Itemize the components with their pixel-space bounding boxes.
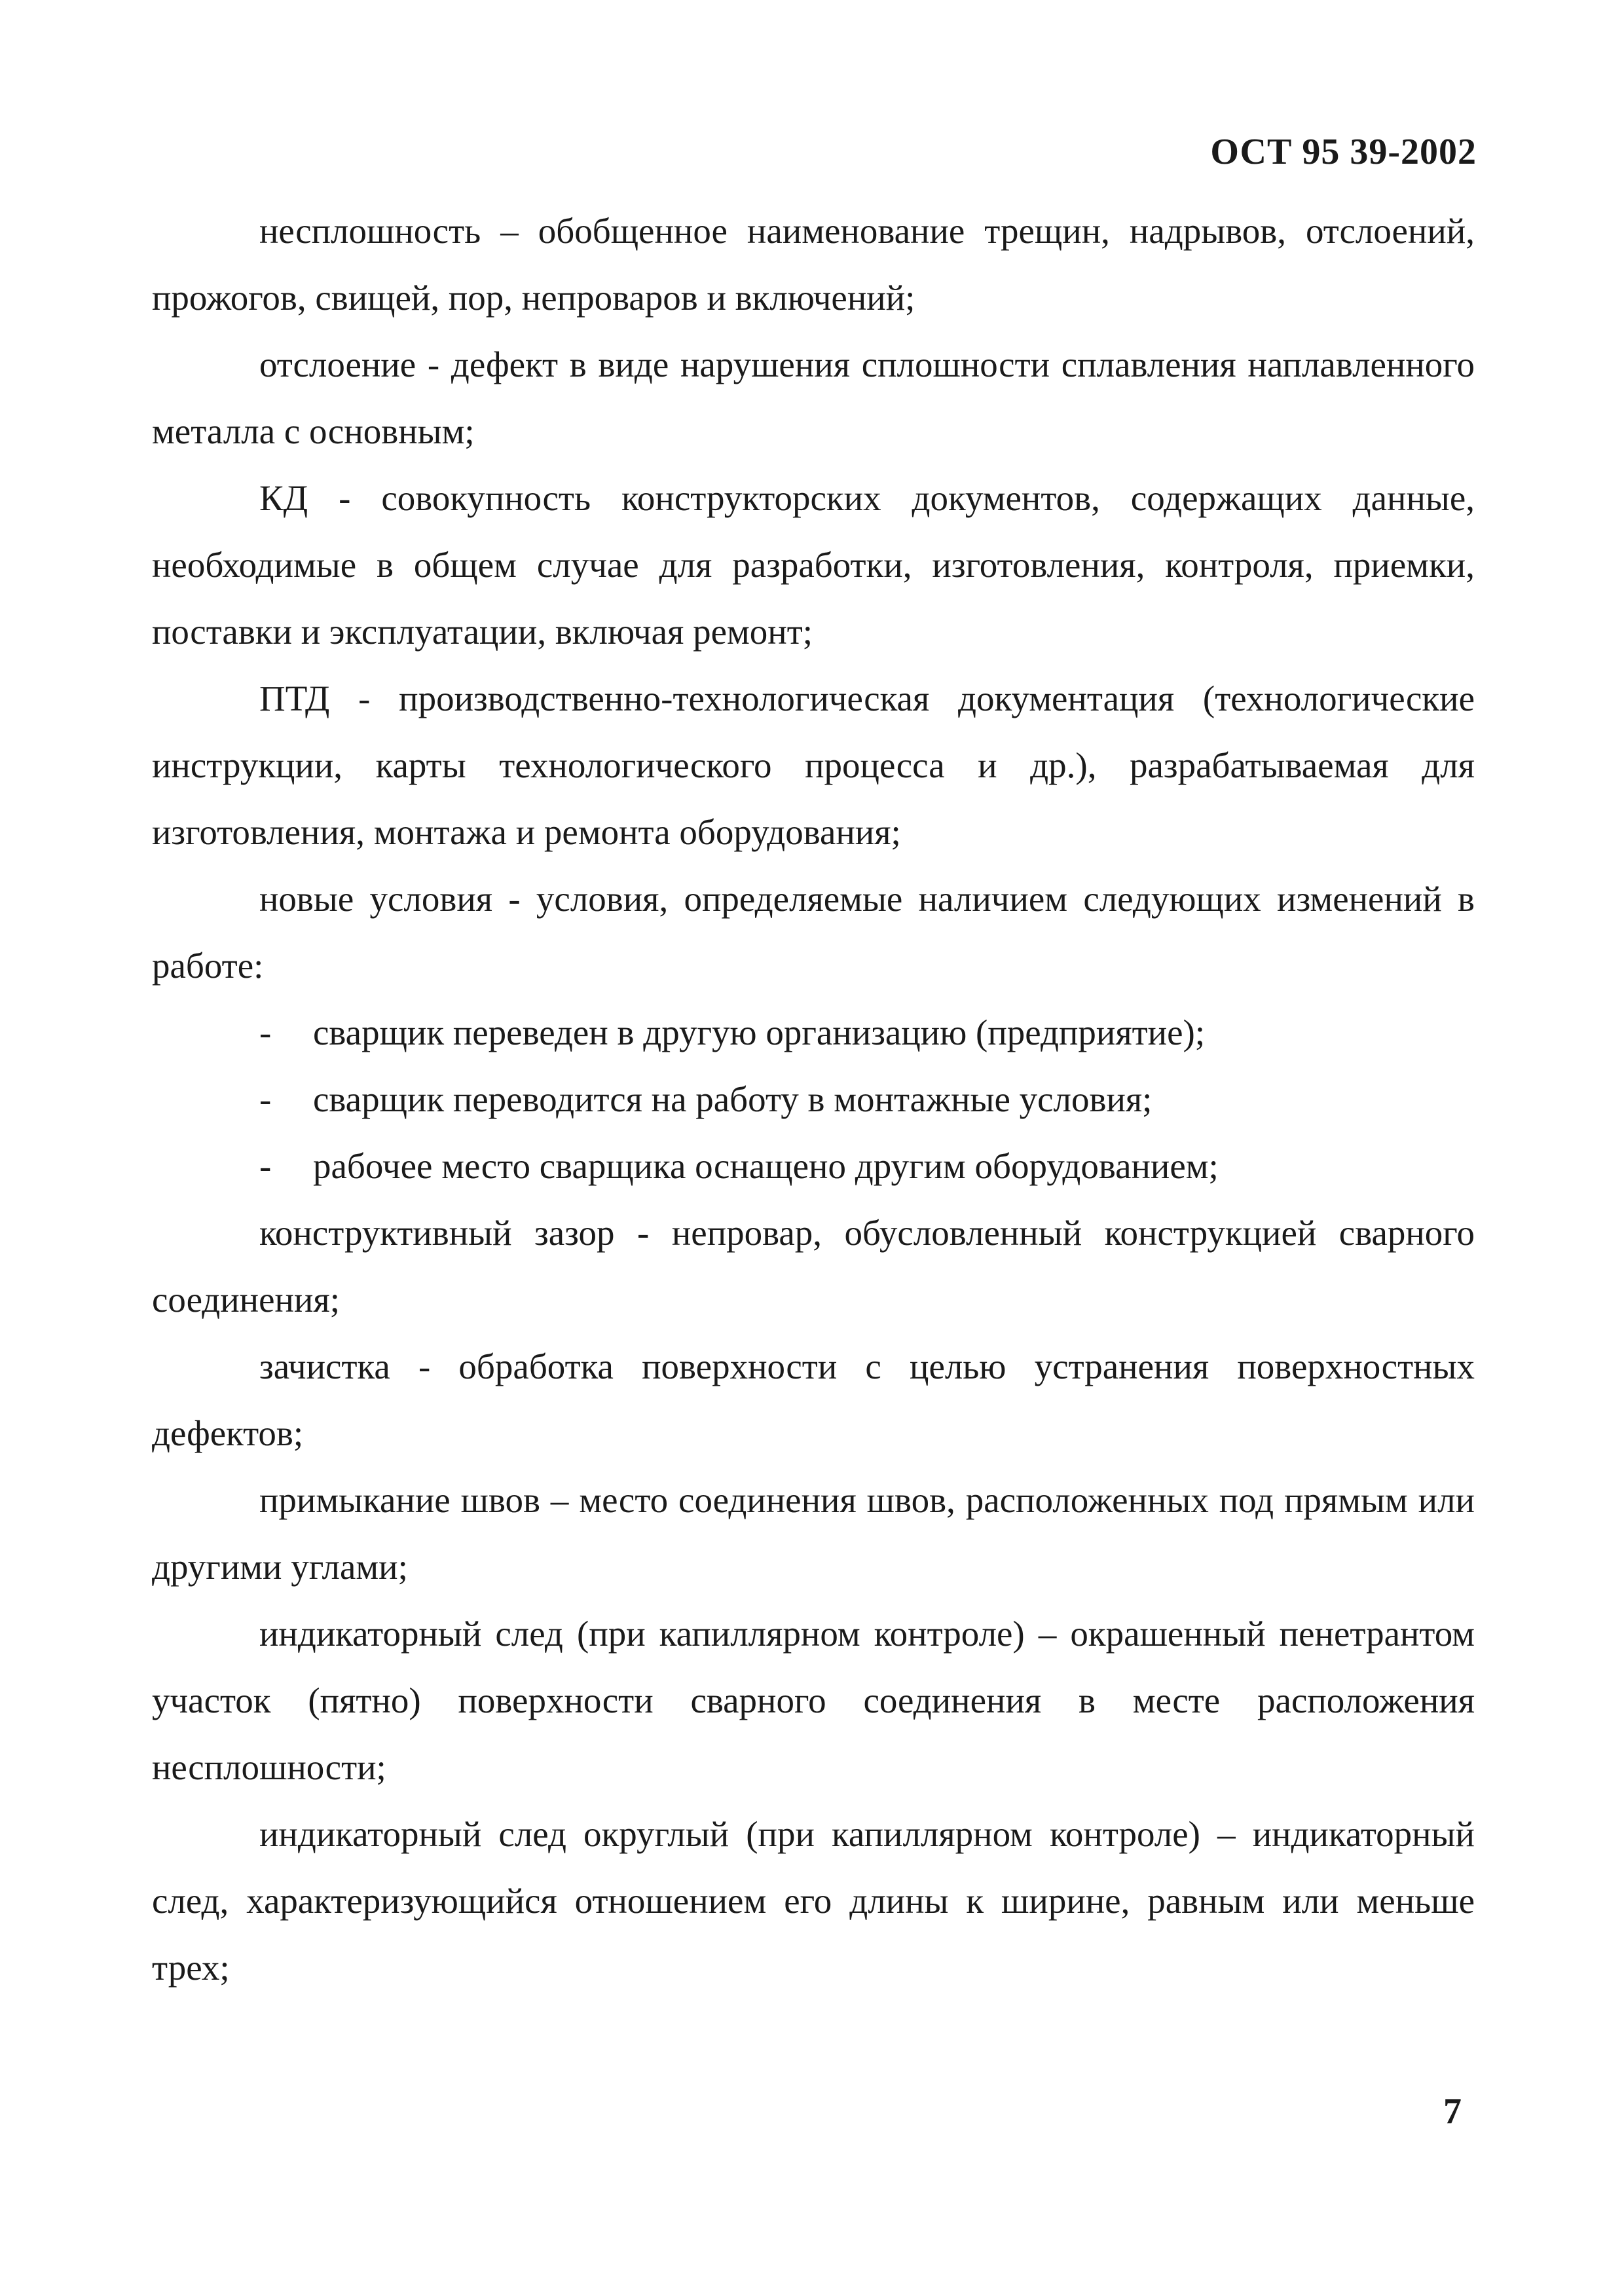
paragraph-konstruktivnyi-zazor: конструктивный зазор - непровар, обусловленный конструкцией сварного соединения; xyxy=(152,1213,1475,1320)
list-item-text: сварщик переводится на работу в монтажные условия; xyxy=(313,1079,1153,1119)
paragraph-ptd: ПТД - производственно-технологическая документация (технологические инструкции, карты технологического процесса и др.), разрабатываемая для изготовления, монтажа и ремонта оборудования; xyxy=(152,678,1475,852)
document-body xyxy=(152,198,1475,2001)
paragraph-novye-usloviya: новые условия - условия, определяемые наличием следующих изменений в работе: xyxy=(152,879,1475,986)
list-marker: - xyxy=(259,1079,272,1119)
list-item xyxy=(152,999,1475,1066)
list-marker: - xyxy=(259,1146,272,1186)
list-item-text: рабочее место сварщика оснащено другим оборудованием; xyxy=(313,1146,1219,1186)
paragraph-primykanie-shvov: примыкание швов – место соединения швов, расположенных под прямым или другими углами; xyxy=(152,1480,1475,1587)
conditions-list xyxy=(152,999,1475,1200)
list-marker: - xyxy=(259,1012,272,1052)
list-item-text: сварщик переведен в другую организацию (предприятие); xyxy=(313,1012,1206,1052)
document-code: ОСТ 95 39-2002 xyxy=(1210,132,1477,172)
page-number: 7 xyxy=(1443,2091,1462,2132)
paragraph-otsloenie: отслоение - дефект в виде нарушения сплошности сплавления наплавленного металла с основным; xyxy=(152,344,1475,451)
paragraph-indikatornyi-sled-okruglyi: индикаторный след округлый (при капиллярном контроле) – индикаторный след, характеризующийся отношением его длины к ширине, равным или меньше трех; xyxy=(152,1814,1475,1988)
paragraph-nesploshnost: несплошность – обобщенное наименование трещин, надрывов, отслоений, прожогов, свищей, пор, непроваров и включений; xyxy=(152,211,1475,318)
list-item xyxy=(152,1066,1475,1133)
paragraph-kd: КД - совокупность конструкторских документов, содержащих данные, необходимые в общем случае для разработки, изготовления, контроля, приемки, поставки и эксплуатации, включая ремонт; xyxy=(152,478,1475,652)
list-item xyxy=(152,1133,1475,1200)
paragraph-indikatornyi-sled: индикаторный след (при капиллярном контроле) – окрашенный пенетрантом участок (пятно) поверхности сварного соединения в месте расположения несплошности; xyxy=(152,1614,1475,1787)
paragraph-zachistka: зачистка - обработка поверхности с целью устранения поверхностных дефектов; xyxy=(152,1346,1475,1453)
